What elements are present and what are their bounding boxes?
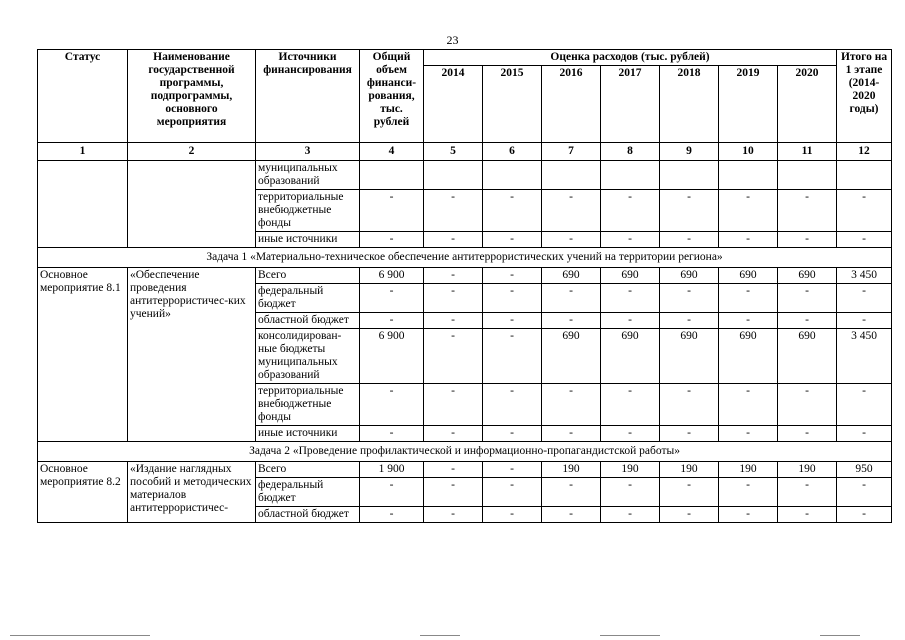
source-cell: территориальные внебюджетные фонды: [256, 190, 360, 232]
year-value-cell: -: [719, 232, 778, 248]
stage-total-cell: [837, 161, 892, 190]
total-volume-cell: -: [360, 232, 424, 248]
year-value-cell: -: [542, 190, 601, 232]
year-value-cell: 690: [660, 329, 719, 384]
year-value-cell: -: [778, 232, 837, 248]
table-row: [38, 462, 892, 478]
year-value-cell: -: [778, 284, 837, 313]
total-volume-cell: -: [360, 426, 424, 442]
year-value-cell: -: [660, 313, 719, 329]
header-stage-total: Итого на 1 этапе (2014-2020 годы): [837, 50, 892, 143]
year-value-cell: -: [483, 384, 542, 426]
source-cell: иные источники: [256, 426, 360, 442]
year-value-cell: -: [778, 313, 837, 329]
source-cell: Всего: [256, 268, 360, 284]
stage-total-cell: -: [837, 384, 892, 426]
year-value-cell: -: [424, 426, 483, 442]
source-cell: областной бюджет: [256, 507, 360, 523]
year-value-cell: 690: [778, 329, 837, 384]
year-value-cell: -: [719, 478, 778, 507]
header-estimate: Оценка расходов (тыс. рублей): [424, 50, 837, 66]
page-number: 23: [446, 33, 459, 47]
year-value-cell: 190: [660, 462, 719, 478]
column-number: 7: [542, 143, 601, 161]
year-value-cell: -: [719, 284, 778, 313]
total-volume-cell: -: [360, 284, 424, 313]
year-value-cell: -: [601, 426, 660, 442]
year-value-cell: [719, 161, 778, 190]
year-value-cell: 690: [778, 268, 837, 284]
year-value-cell: -: [424, 462, 483, 478]
year-value-cell: -: [483, 313, 542, 329]
stage-total-cell: -: [837, 507, 892, 523]
header-year: 2020: [778, 66, 837, 143]
year-value-cell: -: [660, 384, 719, 426]
year-value-cell: -: [542, 478, 601, 507]
year-value-cell: -: [424, 384, 483, 426]
header-total-volume: Общий объем финанси-рования, тыс. рублей: [360, 50, 424, 143]
year-value-cell: -: [719, 190, 778, 232]
stage-total-cell: 950: [837, 462, 892, 478]
year-value-cell: [601, 161, 660, 190]
year-value-cell: -: [483, 268, 542, 284]
year-value-cell: -: [778, 507, 837, 523]
year-value-cell: -: [542, 426, 601, 442]
header-year: 2014: [424, 66, 483, 143]
total-volume-cell: -: [360, 313, 424, 329]
year-value-cell: -: [424, 313, 483, 329]
year-value-cell: -: [424, 284, 483, 313]
year-value-cell: -: [778, 384, 837, 426]
column-number: 5: [424, 143, 483, 161]
program-name-cell: «Издание наглядных пособий и методических материалов антитеррористичес-: [128, 462, 256, 523]
program-name-cell: «Обеспечение проведения антитеррористичес-ких учений»: [128, 268, 256, 442]
status-cell: Основное мероприятие 8.1: [38, 268, 128, 442]
year-value-cell: 190: [719, 462, 778, 478]
column-number: 6: [483, 143, 542, 161]
year-value-cell: -: [719, 313, 778, 329]
header-year: 2016: [542, 66, 601, 143]
total-volume-cell: 1 900: [360, 462, 424, 478]
header-year: 2015: [483, 66, 542, 143]
source-cell: федеральный бюджет: [256, 478, 360, 507]
column-number: 4: [360, 143, 424, 161]
year-value-cell: -: [483, 284, 542, 313]
column-number: 12: [837, 143, 892, 161]
stage-total-cell: -: [837, 478, 892, 507]
total-volume-cell: -: [360, 478, 424, 507]
task-title: Задача 2 «Проведение профилактической и информационно-пропагандистской работы»: [38, 442, 892, 462]
year-value-cell: 690: [542, 268, 601, 284]
stage-total-cell: 3 450: [837, 268, 892, 284]
year-value-cell: -: [660, 507, 719, 523]
year-value-cell: -: [483, 462, 542, 478]
column-number: 11: [778, 143, 837, 161]
year-value-cell: -: [424, 478, 483, 507]
program-name-cell: [128, 161, 256, 248]
year-value-cell: -: [601, 284, 660, 313]
column-number: 9: [660, 143, 719, 161]
year-value-cell: 690: [660, 268, 719, 284]
year-value-cell: -: [542, 507, 601, 523]
stage-total-cell: -: [837, 284, 892, 313]
page-bottom-edge: [0, 632, 905, 640]
continuation-section: [38, 161, 892, 248]
year-value-cell: -: [483, 507, 542, 523]
source-cell: Всего: [256, 462, 360, 478]
year-value-cell: [778, 161, 837, 190]
header-program-name: Наименование государственной программы, подпрограммы, основного мероприятия: [128, 50, 256, 143]
budget-table: [37, 49, 892, 523]
stage-total-cell: -: [837, 426, 892, 442]
year-value-cell: -: [483, 190, 542, 232]
stage-total-cell: -: [837, 313, 892, 329]
year-value-cell: -: [424, 507, 483, 523]
table-row: [38, 161, 892, 190]
total-volume-cell: -: [360, 384, 424, 426]
status-cell: [38, 161, 128, 248]
year-value-cell: -: [660, 478, 719, 507]
total-volume-cell: 6 900: [360, 268, 424, 284]
year-value-cell: -: [778, 426, 837, 442]
task-title-row: [38, 442, 892, 462]
year-value-cell: [660, 161, 719, 190]
year-value-cell: 690: [719, 268, 778, 284]
column-numbers-row: [38, 143, 892, 161]
status-cell: Основное мероприятие 8.2: [38, 462, 128, 523]
year-value-cell: [542, 161, 601, 190]
task1-section: [38, 248, 892, 442]
task2-section: [38, 442, 892, 523]
table-row: [38, 268, 892, 284]
column-number: 10: [719, 143, 778, 161]
year-value-cell: -: [424, 232, 483, 248]
column-number: 2: [128, 143, 256, 161]
year-value-cell: -: [719, 426, 778, 442]
year-value-cell: 690: [601, 268, 660, 284]
year-value-cell: -: [601, 478, 660, 507]
year-value-cell: 690: [601, 329, 660, 384]
year-value-cell: -: [601, 313, 660, 329]
source-cell: областной бюджет: [256, 313, 360, 329]
year-value-cell: 190: [542, 462, 601, 478]
year-value-cell: -: [424, 268, 483, 284]
year-value-cell: -: [719, 507, 778, 523]
year-value-cell: -: [483, 232, 542, 248]
source-cell: иные источники: [256, 232, 360, 248]
total-volume-cell: -: [360, 190, 424, 232]
year-value-cell: -: [542, 284, 601, 313]
header-status: Статус: [38, 50, 128, 143]
source-cell: территориальные внебюджетные фонды: [256, 384, 360, 426]
year-value-cell: -: [542, 384, 601, 426]
task-title: Задача 1 «Материально-техническое обеспечение антитеррористических учений на территории региона»: [38, 248, 892, 268]
year-value-cell: -: [660, 190, 719, 232]
year-value-cell: -: [660, 284, 719, 313]
source-cell: федеральный бюджет: [256, 284, 360, 313]
year-value-cell: -: [424, 329, 483, 384]
year-value-cell: -: [660, 426, 719, 442]
total-volume-cell: 6 900: [360, 329, 424, 384]
year-value-cell: -: [778, 478, 837, 507]
year-value-cell: -: [601, 232, 660, 248]
year-value-cell: -: [483, 478, 542, 507]
total-volume-cell: -: [360, 507, 424, 523]
header-year: 2017: [601, 66, 660, 143]
header-sources: Источники финансирования: [256, 50, 360, 143]
year-value-cell: [424, 161, 483, 190]
year-value-cell: 690: [542, 329, 601, 384]
year-value-cell: -: [719, 384, 778, 426]
total-volume-cell: [360, 161, 424, 190]
year-value-cell: [483, 161, 542, 190]
column-number: 8: [601, 143, 660, 161]
header-row-1: [38, 50, 892, 66]
year-value-cell: -: [778, 190, 837, 232]
year-value-cell: 190: [778, 462, 837, 478]
column-number: 1: [38, 143, 128, 161]
year-value-cell: -: [601, 384, 660, 426]
year-value-cell: -: [424, 190, 483, 232]
header-year: 2019: [719, 66, 778, 143]
column-number: 3: [256, 143, 360, 161]
task-title-row: [38, 248, 892, 268]
year-value-cell: -: [542, 313, 601, 329]
year-value-cell: 690: [719, 329, 778, 384]
stage-total-cell: -: [837, 190, 892, 232]
year-value-cell: -: [483, 426, 542, 442]
year-value-cell: -: [483, 329, 542, 384]
year-value-cell: 190: [601, 462, 660, 478]
year-value-cell: -: [660, 232, 719, 248]
stage-total-cell: -: [837, 232, 892, 248]
year-value-cell: -: [601, 507, 660, 523]
source-cell: консолидирован-ные бюджеты муниципальных образований: [256, 329, 360, 384]
stage-total-cell: 3 450: [837, 329, 892, 384]
year-value-cell: -: [601, 190, 660, 232]
source-cell: муниципальных образований: [256, 161, 360, 190]
year-value-cell: -: [542, 232, 601, 248]
header-year: 2018: [660, 66, 719, 143]
